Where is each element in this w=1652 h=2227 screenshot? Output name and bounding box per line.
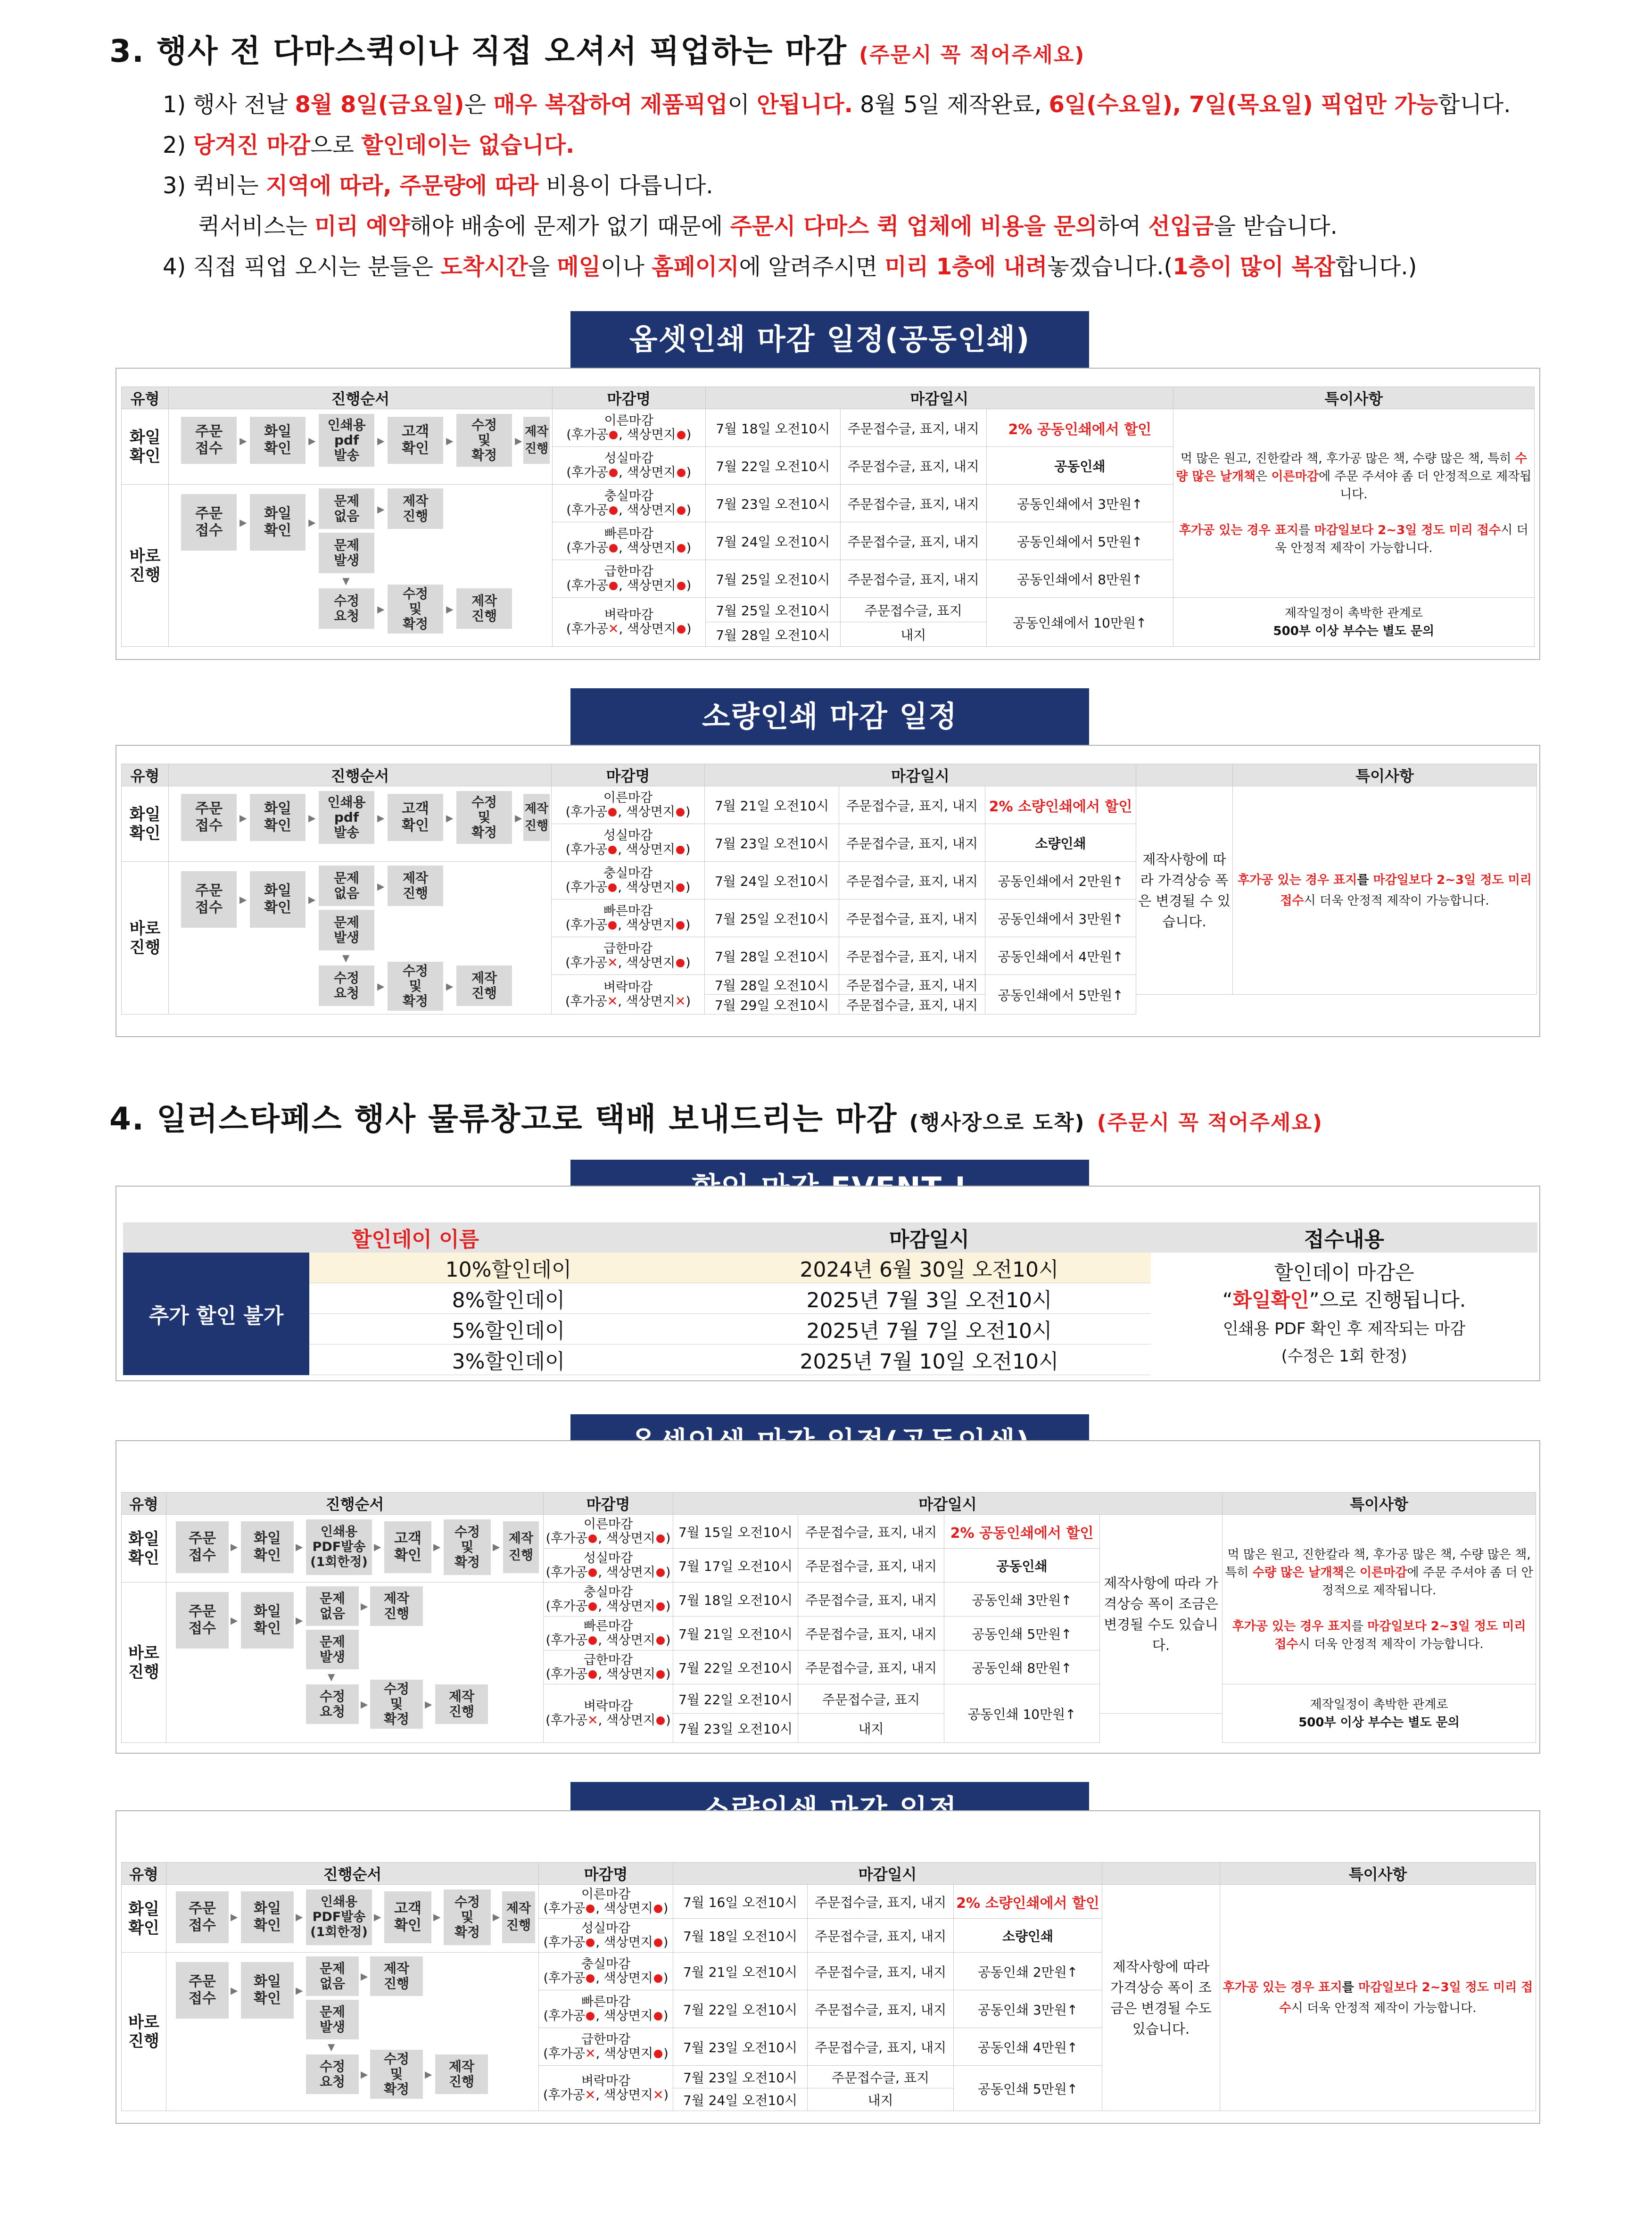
type-direct: 바로 진행	[122, 485, 169, 647]
section3-heading	[109, 26, 1085, 71]
section-number: 3.	[109, 33, 145, 69]
flow-file-check: 주문 접수 ▶ 화일 확인 ▶ 인쇄용 pdf 발송 ▶ 고객 확인 ▶ 수정 및 확정 ▶ 제작 진행	[169, 409, 552, 485]
small-print-panel-2	[116, 1810, 1540, 2124]
offset-schedule-table: 유형 진행순서 마감명 마감일시 특이사항 화일 확인 주문 접수 ▶ 화일 확인 ▶ 인쇄용 pdf 발송 ▶ 고객 확인 ▶ 수정 및 확정 ▶ 제작 진행 이른마감 (후가공 , 색상면지 ) 7월 18일 오전10시 주문접수글, 표지, 내지 2% 공동인쇄에서 할인 먹 많은 원고, 진한칼라 책, 후가공 많은 책, 수량 많은 책, 특히 수량 많은 날개책은 이른마감에 주문 주셔야 좀 더 안정적으로 제작됩니다. 후가공 있는 경우 표지를 마감일보다 2~3일 정도 미리 접수시 더욱 안정적 제작이 가능합니다. 성실마감 (후가공 , 색상면지 ) 7월 22일 오전10시 주문접수글, 표지, 내지 공동인쇄 바로 진행 주문 접수 ▶ 화일 확인 ▶ 문제 없음 ▶ 제작 진행 문제 발생 ▼ 수정 요청 ▶ 수정 및 확정 ▶ 제작 진행 충실마감 (후가공 , 색상면지 ) 7월 23일 오전10시 주문접수글, 표지, 내지 공동인쇄에서 3만원↑ 빠른마감 (후가공 , 색상면지 ) 7월 24일 오전10시 주문접수글, 표지, 내지 공동인쇄에서 5만원↑ 급한마감 (후가공 , 색상면지 ) 7월 25일 오전10시 주문접수글, 표지, 내지 공동인쇄에서 8만원↑ 벼락마감 (후가공✕, 색상면지 ) 7월 25일 오전10시 주문접수글, 표지 공동인쇄에서 10만원↑ 제작일정이 촉박한 관계로 500부 이상 부수는 별도 문의 7월 28일 오전10시 내지	[121, 387, 1535, 647]
rule-3-sub: 퀵서비스는 미리 예약해야 배송에 문제가 없기 때문에 주문시 다마스 퀵 업체에 비용을 문의하여 선입금을 받습니다.	[198, 213, 1338, 239]
rule-4: 4) 직접 픽업 오시는 분들은 도착시간을 메일이나 홈페이지에 알려주시면 미리 1층에 내려놓겠습니다.(1층이 많이 복잡합니다.)	[163, 254, 1417, 280]
no-extra-discount: 추가 할인 불가	[123, 1253, 309, 1375]
offset-note: 먹 많은 원고, 진한칼라 책, 후가공 많은 책, 수량 많은 책, 특히 수량 많은 날개책은 이른마감에 주문 주셔야 좀 더 안정적으로 제작됩니다. 후가공 있는 경우 표지를 마감일보다 2~3일 정도 미리 접수시 더욱 안정적 제작이 가능합니다.	[1173, 409, 1534, 598]
deadline-early: 이른마감 (후가공 , 색상면지 )	[552, 409, 706, 447]
offset-schedule-table-2: 유형 진행순서 마감명 마감일시 특이사항 화일 확인 주문 접수 ▶ 화일 확인 ▶ 인쇄용 PDF발송 (1회한정) ▶ 고객 확인 ▶ 수정 및 확정 ▶ 제작 진행 이른마감 (후가공 , 색상면지 ) 7월 15일 오전10시 주문접수글, 표지, 내지 2% 공동인쇄에서 할인 제작사항에 따라 가격상승 폭이 조금은 변경될 수도 있습니다. 먹 많은 원고, 진한칼라 책, 후가공 많은 책, 수량 많은 책, 특히 수량 많은 날개책은 이른마감에 주문 주셔야 좀 더 안정적으로 제작됩니다. 후가공 있는 경우 표지를 마감일보다 2~3일 정도 미리 접수시 더욱 안정적 제작이 가능합니다. 성실마감 (후가공 , 색상면지 ) 7월 17일 오전10시 주문접수글, 표지, 내지 공동인쇄 바로 진행 주문 접수 ▶ 화일 확인 ▶ 문제 없음 ▶ 제작 진행 문제 발생 ▼ 수정 요청 ▶ 수정 및 확정 ▶ 제작 진행 충실마감 (후가공 , 색상면지 ) 7월 18일 오전10시 주문접수글, 표지, 내지 공동인쇄 3만원↑ 빠른마감 (후가공 , 색상면지 ) 7월 21일 오전10시 주문접수글, 표지, 내지 공동인쇄 5만원↑ 급한마감 (후가공 , 색상면지 ) 7월 22일 오전10시 주문접수글, 표지, 내지 공동인쇄 8만원↑ 벼락마감 (후가공✕, 색상면지 ) 7월 22일 오전10시 주문접수글, 표지 공동인쇄 10만원↑ 제작일정이 촉박한 관계로 500부 이상 부수는 별도 문의 7월 23일 오전10시 내지	[121, 1492, 1536, 1743]
offset-schedule-panel	[116, 368, 1540, 660]
small-print-panel	[116, 745, 1540, 1037]
offset-note-500: 제작일정이 촉박한 관계로 500부 이상 부수는 별도 문의	[1173, 598, 1534, 647]
section-title: 행사 전 다마스퀵이나 직접 오셔서 픽업하는 마감	[156, 33, 847, 69]
small-print-banner: 소량인쇄 마감 일정	[570, 688, 1089, 745]
offset-schedule-banner: 옵셋인쇄 마감 일정(공동인쇄)	[570, 311, 1089, 368]
section-note: (주문시 꼭 적어주세요)	[859, 43, 1085, 67]
rule-1: 1) 행사 전날 8월 8일(금요일)은 매우 복잡하여 제품픽업이 안됩니다. 8월 5일 제작완료, 6일(수요일), 7일(목요일) 픽업만 가능합니다.	[163, 91, 1511, 118]
rule-3: 3) 퀵비는 지역에 따라, 주문량에 따라 비용이 다릅니다.	[163, 173, 713, 199]
flow-direct: 주문 접수 ▶ 화일 확인 ▶ 문제 없음 ▶ 제작 진행 문제 발생 ▼ 수정 요청 ▶ 수정 및 확정 ▶ 제작 진행	[169, 485, 552, 647]
event-table: 할인데이 이름 마감일시 접수내용 추가 할인 불가 10%할인데이 2024년 6월 30일 오전10시 할인데이 마감은 “화일확인”으로 진행됩니다. 인쇄용 PDF 확인 후 제작되는 마감 (수정은 1회 한정) 8%할인데이 2025년 7월 3일 오전10시 5%할인데이 2025년 7월 7일 오전10시 3%할인데이 2025년 7월 10일 오전10시	[123, 1222, 1537, 1375]
small-print-table-2: 유형 진행순서 마감명 마감일시 특이사항 화일 확인 주문 접수 ▶ 화일 확인 ▶ 인쇄용 PDF발송 (1회한정) ▶ 고객 확인 ▶ 수정 및 확정 ▶ 제작 진행 이른마감 (후가공 , 색상면지 ) 7월 16일 오전10시 주문접수글, 표지, 내지 2% 소량인쇄에서 할인 제작사항에 따라 가격상승 폭이 조금은 변경될 수도 있습니다. 후가공 있는 경우 표지를 마감일보다 2~3일 정도 미리 접수시 더욱 안정적 제작이 가능합니다. 성실마감 (후가공 , 색상면지 ) 7월 18일 오전10시 주문접수글, 표지, 내지 소량인쇄 바로 진행 주문 접수 ▶ 화일 확인 ▶ 문제 없음 ▶ 제작 진행 문제 발생 ▼ 수정 요청 ▶ 수정 및 확정 ▶ 제작 진행 충실마감 (후가공 , 색상면지 ) 7월 21일 오전10시 주문접수글, 표지, 내지 공동인쇄 2만원↑ 빠른마감 (후가공 , 색상면지 ) 7월 22일 오전10시 주문접수글, 표지, 내지 공동인쇄 3만원↑ 급한마감 (후가공✕, 색상면지 ) 7월 23일 오전10시 주문접수글, 표지, 내지 공동인쇄 4만원↑ 벼락마감 (후가공✕, 색상면지✕) 7월 23일 오전10시 주문접수글, 표지 공동인쇄 5만원↑ 7월 24일 오전10시 내지	[121, 1862, 1536, 2111]
offset-schedule-panel-2	[116, 1440, 1540, 1754]
type-file-check: 화일 확인	[122, 409, 169, 485]
offset-note-2: 먹 많은 원고, 진한칼라 책, 후가공 많은 책, 수량 많은 책, 특히 수량 많은 날개책은 이른마감에 주문 주셔야 좀 더 안정적으로 제작됩니다. 후가공 있는 경우 표지를 마감일보다 2~3일 정도 미리 접수시 더욱 안정적 제작이 가능합니다.	[1222, 1515, 1536, 1684]
section4-heading: 4. 일러스타페스 행사 물류창고로 택배 보내드리는 마감 (행사장으로 도착) (주문시 꼭 적어주세요)	[109, 1101, 1323, 1137]
small-print-table: 유형 진행순서 마감명 마감일시 특이사항 화일 확인 주문 접수 ▶ 화일 확인 ▶ 인쇄용 pdf 발송 ▶ 고객 확인 ▶ 수정 및 확정 ▶ 제작 진행 이른마감 (후가공 , 색상면지 ) 7월 21일 오전10시 주문접수글, 표지, 내지 2% 소량인쇄에서 할인 제작사항에 따라 가격상승 폭은 변경될 수 있습니다. 후가공 있는 경우 표지를 마감일보다 2~3일 정도 미리 접수시 더욱 안정적 제작이 가능합니다. 성실마감 (후가공 , 색상면지 ) 7월 23일 오전10시 주문접수글, 표지, 내지 소량인쇄 바로 진행 주문 접수 ▶ 화일 확인 ▶ 문제 없음 ▶ 제작 진행 문제 발생 ▼ 수정 요청 ▶ 수정 및 확정 ▶ 제작 진행 충실마감 (후가공 , 색상면지 ) 7월 24일 오전10시 주문접수글, 표지, 내지 공동인쇄에서 2만원↑ 빠른마감 (후가공 , 색상면지 ) 7월 25일 오전10시 주문접수글, 표지, 내지 공동인쇄에서 3만원↑ 급한마감 (후가공✕, 색상면지 ) 7월 28일 오전10시 주문접수글, 표지, 내지 공동인쇄에서 4만원↑ 벼락마감 (후가공✕, 색상면지✕) 7월 28일 오전10시 주문접수글, 표지, 내지 공동인쇄에서 5만원↑ 7월 29일 오전10시 주문접수글, 표지, 내지	[121, 764, 1537, 1015]
rule-2: 2) 당겨진 마감으로 할인데이는 없습니다.	[163, 132, 575, 158]
event-panel	[116, 1186, 1540, 1381]
